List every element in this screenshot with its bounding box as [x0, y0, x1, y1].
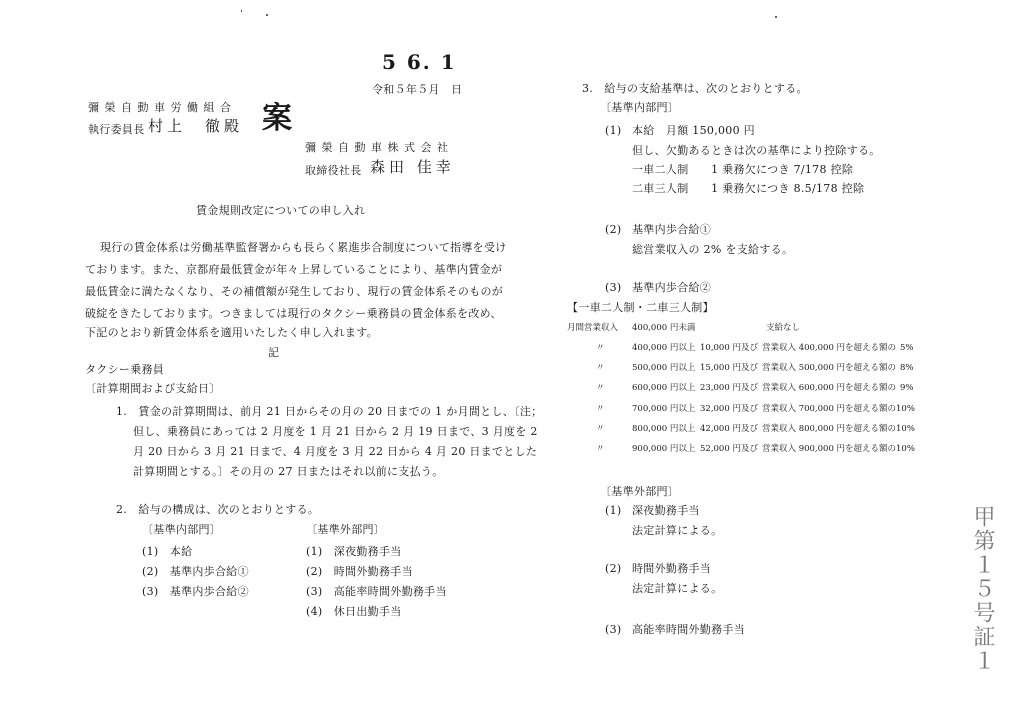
deduction-rule: 二車三人制 1 乗務欠につき 8.5/178 控除: [632, 182, 865, 195]
ext-item: (2) 時間外勤務手当: [306, 565, 413, 578]
row-range: 600,000 円以上: [632, 383, 696, 393]
ext-item: (1) 深夜勤務手当: [306, 545, 402, 558]
commission1-number: (2): [605, 223, 622, 236]
ditto-mark: 〃: [596, 424, 605, 434]
document-date: 令和５年５月 日: [372, 83, 463, 96]
row-base: 52,000 円及び: [700, 444, 758, 454]
row-base: 15,000 円及び: [700, 363, 758, 373]
row-base: 32,000 円及び: [700, 404, 758, 414]
ext-item: (3) 高能率時間外勤務手当: [306, 585, 447, 598]
std-section-heading: 〔基準内部門〕: [142, 523, 222, 536]
ditto-mark: 〃: [596, 404, 605, 414]
base-pay-number: (1): [605, 124, 622, 137]
row-desc: 営業収入 700,000 円を超える額の: [762, 404, 897, 414]
base-pay-note: 但し、欠勤あるときは次の基準により控除する。: [632, 144, 881, 157]
item2-line: 2. 給与の構成は、次のとおりとする。: [116, 503, 320, 516]
row-desc: 営業収入 600,000 円を超える額の: [762, 383, 897, 393]
commission2-number: (3): [605, 281, 622, 294]
night-desc: 法定計算による。: [632, 524, 723, 537]
body-line: 現行の賃金体系は労働基準監督署からも長らく累進歩合制度について指導を受け: [100, 241, 507, 254]
ditto-mark: 〃: [596, 343, 605, 353]
document-subject: 賃金規則改定についての申し入れ: [196, 204, 366, 217]
draft-mark: 案: [262, 101, 293, 136]
item1-line: 但し、乗務員にあっては 2 月度を 1 月 21 日から 2 月 19 日まで、3 月度を 2: [133, 425, 538, 438]
exhibit-stamp: 甲第１５号証１: [970, 505, 995, 673]
right-ext-heading: 〔基準外部門〕: [600, 485, 680, 498]
night-title: 深夜勤務手当: [632, 504, 700, 517]
ki-marker: 記: [268, 346, 280, 359]
commission1-title: 基準内歩合給①: [632, 223, 712, 236]
row-desc: 営業収入 500,000 円を超える額の: [762, 363, 897, 373]
ditto-mark: 〃: [596, 383, 605, 393]
period-heading: 〔計算期間および支給日〕: [85, 382, 221, 395]
ext-item: (4) 休日出勤手当: [306, 605, 402, 618]
hi-efficiency-number: (3): [605, 623, 622, 636]
row-desc: 営業収入 800,000 円を超える額の: [762, 424, 897, 434]
item3-line: 3. 給与の支給基準は、次のとおりとする。: [582, 82, 808, 95]
body-line: ております。また、京都府最低賃金が年々上昇していることにより、基準内賃金が: [85, 263, 503, 276]
scan-speck: [775, 16, 777, 18]
commission2-title: 基準内歩合給②: [632, 281, 712, 294]
overtime-title: 時間外勤務手当: [632, 562, 712, 575]
union-name: 彌 榮 自 動 車 労 働 組 合: [88, 101, 232, 114]
item1-line: 1. 賃金の計算期間は、前月 21 日からその月の 20 日までの 1 か月間とし、〔注；: [116, 405, 543, 418]
overtime-number: (2): [605, 562, 622, 575]
item1-line: 計算期間とする。〕その月の 27 日またはそれ以前に支払う。: [133, 465, 444, 478]
scan-speck: [266, 14, 268, 16]
president-title: 取締役社長: [305, 164, 362, 177]
table-header-label: 月間営業収入: [567, 323, 619, 333]
row-range: 800,000 円以上: [632, 424, 696, 434]
row-pct: 10%: [896, 444, 915, 454]
ditto-mark: 〃: [596, 444, 605, 454]
ditto-mark: 〃: [596, 363, 605, 373]
right-std-heading: 〔基準内部門〕: [600, 101, 680, 114]
row-pct: 10%: [896, 424, 915, 434]
row-base: 23,000 円及び: [700, 383, 758, 393]
std-item: (2) 基準内歩合給①: [142, 565, 249, 578]
target-employees: タクシー乗務員: [85, 363, 165, 376]
std-item: (1) 本給: [142, 545, 193, 558]
body-line: 破綻をきたしております。つきましては現行のタクシー乗務員の賃金体系を改め、: [85, 307, 502, 320]
row-pct: 5%: [900, 343, 914, 353]
hi-efficiency-title: 高能率時間外勤務手当: [632, 623, 745, 636]
commission1-desc: 総営業収入の 2% を支給する。: [632, 243, 794, 256]
row-range: 700,000 円以上: [632, 404, 696, 414]
table-header-range: 400,000 円未満: [632, 323, 696, 333]
row-desc: 営業収入 900,000 円を超える額の: [762, 444, 897, 454]
std-item: (3) 基準内歩合給②: [142, 585, 249, 598]
base-pay-line: 本給 月額 150,000 円: [632, 124, 755, 137]
company-name: 彌 榮 自 動 車 株 式 会 社: [305, 141, 449, 154]
scan-speck: [241, 10, 242, 12]
night-number: (1): [605, 504, 622, 517]
row-desc: 営業収入 400,000 円を超える額の: [762, 343, 897, 353]
ext-section-heading: 〔基準外部門〕: [306, 523, 386, 536]
body-line: 下記のとおり新賃金体系を適用いたしたく申し入れます。: [85, 326, 378, 339]
table-header-pay: 支給なし: [766, 323, 801, 333]
table-heading: 【一車二人制・二車三人制】: [567, 301, 714, 314]
chair-name: 村上 徹殿: [148, 117, 244, 135]
body-line: 最低賃金に満たなくなり、その補償額が発生しており、現行の賃金体系そのものが: [85, 285, 504, 298]
row-base: 42,000 円及び: [700, 424, 758, 434]
president-name: 森田 佳幸: [370, 158, 455, 176]
row-pct: 8%: [900, 363, 914, 373]
overtime-desc: 法定計算による。: [632, 582, 723, 595]
row-range: 900,000 円以上: [632, 444, 696, 454]
document-code: 5 6. 1: [382, 50, 457, 74]
row-base: 10,000 円及び: [700, 343, 758, 353]
chair-title: 執行委員長: [88, 123, 145, 136]
row-range: 400,000 円以上: [632, 343, 696, 353]
deduction-rule: 一車二人制 1 乗務欠につき 7/178 控除: [632, 163, 854, 176]
row-range: 500,000 円以上: [632, 363, 696, 373]
item1-line: 月 20 日から 3 月 21 日まで、4 月度を 3 月 22 日から 4 月 20 日までとした: [133, 445, 538, 458]
row-pct: 9%: [900, 383, 914, 393]
row-pct: 10%: [896, 404, 915, 414]
